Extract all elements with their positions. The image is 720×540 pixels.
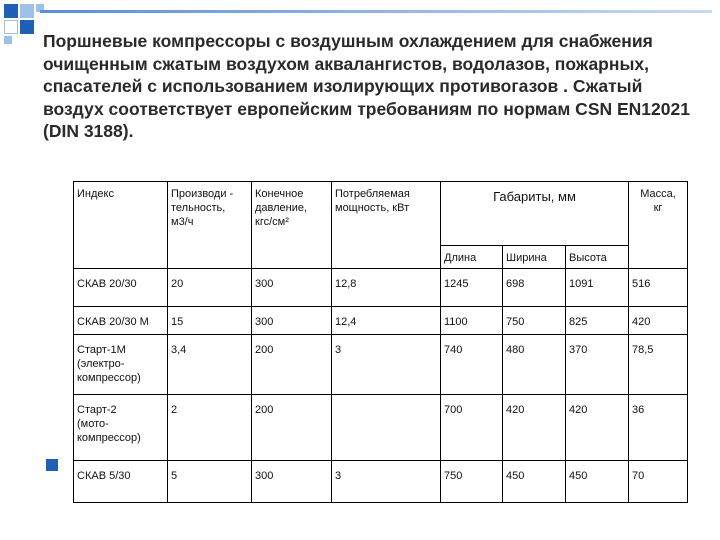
cell-height: 420: [566, 395, 629, 461]
cell-length: 750: [441, 461, 503, 503]
cell-index: СКАВ 20/30: [74, 269, 168, 307]
cell-height: 450: [566, 461, 629, 503]
table-row: [74, 307, 688, 335]
cell-width: 480: [503, 335, 566, 395]
cell-height: 825: [566, 307, 629, 335]
cell-height: 1091: [566, 269, 629, 307]
cell-pressure: 200: [252, 335, 332, 395]
cell-productivity: 20: [168, 269, 252, 307]
table-row: [74, 461, 688, 503]
table-row: [74, 335, 688, 395]
cell-productivity: 2: [168, 395, 252, 461]
cell-width: 450: [503, 461, 566, 503]
cell-pressure: 200: [252, 395, 332, 461]
cell-length: 700: [441, 395, 503, 461]
header-width: Ширина: [503, 246, 566, 269]
cell-mass: 516: [629, 269, 688, 307]
table-row: [74, 269, 688, 307]
cell-mass: 36: [629, 395, 688, 461]
header-rule: [40, 10, 712, 13]
header-index: Индекс: [74, 182, 168, 269]
cell-width: 420: [503, 395, 566, 461]
cell-height: 370: [566, 335, 629, 395]
header-height: Высота: [566, 246, 629, 269]
cell-length: 1245: [441, 269, 503, 307]
cell-pressure: 300: [252, 461, 332, 503]
table-header-row: [74, 182, 688, 246]
compressor-spec-table: [73, 181, 688, 503]
bullet-square-icon: [46, 459, 58, 471]
cell-width: 698: [503, 269, 566, 307]
table-row: [74, 395, 688, 461]
cell-length: 1100: [441, 307, 503, 335]
cell-mass: 78,5: [629, 335, 688, 395]
cell-productivity: 5: [168, 461, 252, 503]
header-dimensions: Габариты, мм: [441, 182, 629, 246]
page-title: Поршневые компрессоры с воздушным охлаждением для снабжения очищенным сжатым воздухом аквалангистов, водолазов, пожарных, спасателей с использованием изолирующих противогазов . Сжатый воздух соответствует европейским требованиям по нормам CSN EN12021 (DIN 3188).: [43, 31, 690, 141]
cell-index: Старт-2 (мото- компрессор): [74, 395, 168, 461]
cell-power: 12,8: [332, 269, 441, 307]
header-power: Потребляемая мощность, кВт: [332, 182, 441, 269]
cell-index: Старт-1М (электро- компрессор): [74, 335, 168, 395]
cell-mass: 420: [629, 307, 688, 335]
cell-power: [332, 395, 441, 461]
cell-pressure: 300: [252, 307, 332, 335]
cell-index: СКАВ 5/30: [74, 461, 168, 503]
cell-power: 3: [332, 335, 441, 395]
cell-productivity: 15: [168, 307, 252, 335]
header-pressure: Конечное давление, кгс/см²: [252, 182, 332, 269]
cell-width: 750: [503, 307, 566, 335]
cell-mass: 70: [629, 461, 688, 503]
header-length: Длина: [441, 246, 503, 269]
cell-pressure: 300: [252, 269, 332, 307]
header-mass: Масса, кг: [629, 182, 688, 269]
cell-power: 3: [332, 461, 441, 503]
header-productivity: Производи - тельность, м3/ч: [168, 182, 252, 269]
cell-productivity: 3,4: [168, 335, 252, 395]
cell-power: 12,4: [332, 307, 441, 335]
cell-index: СКАВ 20/30 М: [74, 307, 168, 335]
cell-length: 740: [441, 335, 503, 395]
